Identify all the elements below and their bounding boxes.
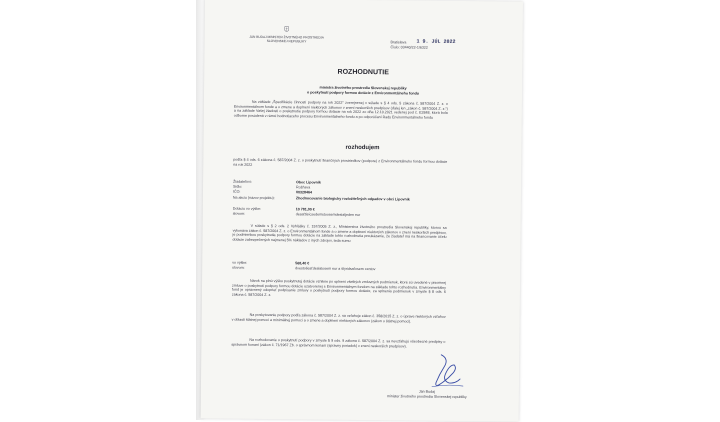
handwritten-signature [427, 353, 467, 389]
field-value-ico: 00328464 [295, 190, 313, 195]
decision-heading: rozhodujem [345, 144, 380, 152]
procedure-paragraph: Na rozhodovanie o poskytnutí podpory v zmysle § 9 ods. 9 zákona č. 587/2004 Z. z. sa nevzťahujú všeobecné predpisy o správnom konaní (zákon č. 71/1967 Zb. o správnom konaní (správny poriadok) v znení neskorších predpisov). [231, 337, 446, 349]
field-label-applicant: Žiadateľovi: [233, 179, 252, 184]
intro-paragraph: Na základe „Špecifikácie činností podpory na rok 2022“ zverejnenej v súlade s § 4 ods. 5 zákona č. 587/2004 Z. z. o Environmentálnom fonde a o zmene a doplnení niektorých zákonov v znení neskorších predpisov (ďalej len „zákon č. 587/2004 Z. z.“) a na základe Vašej žiadosti o poskytnutie podpory formou dotácie na rok 2022 zo dňa 12.10.2021 vedenej pod č. E2848, ktorá bola odborne posúdená v rámci hodnotiaceho procesu Environmentálneho fondu a po odporúčaní Rady Environmentálneho fondu [233, 99, 448, 120]
cofin-value-words: dvestošesťdesiatosem eur a štyridsaťosem centov [295, 266, 376, 272]
subtitle-line-2: o poskytnutí podpory formou dotácie z Environmentálneho fondu [306, 90, 420, 96]
field-label-project: Na akciu (názov projektu): [232, 195, 275, 201]
subtitle-line-1: ministra životného prostredia Slovenskej republiky [319, 85, 407, 91]
document-title: ROZHODNUTIE [337, 68, 389, 77]
cofin-label-words: slovom: [232, 265, 245, 270]
field-value-amount-words: desaťtisícsedemstoosemdesiatjeden eur [295, 212, 361, 217]
decision-text: podľa § 4 ods. 6 zákona č. 587/2004 Z. z. o poskytnutí finančných prostriedkov (podpore) z Environmentálneho fondu formou dotácie na rok 2022 [233, 157, 448, 167]
ministry-line-2: SLOVENSKEJ REPUBLIKY [266, 38, 307, 44]
file-number: Číslo: 03440/22-1/6322 [390, 45, 428, 50]
ministry-header [241, 35, 333, 44]
field-label-amount-words: slovom: [232, 211, 246, 216]
place: Bratislava [390, 40, 407, 45]
state-aid-paragraph: Na poskytovanie podpory podľa zákona č. 587/2004 Z. z. sa vzťahuje zákon č. 358/2015 Z. z. o úprave niektorých vzťahov v oblasti štátnej pomoci a minimálnej pomoci a o zmene a doplnení niektorých zákonov (zákon o štátnej pomoci). [231, 312, 446, 324]
field-value-project: Zhodnocovanie biologicky rozložiteľných odpadov v obci Lipovník [295, 196, 410, 202]
date-stamp: 1 9. JÚL 2022 [416, 38, 456, 45]
field-label-amount: Dotáciu vo výške: [232, 206, 261, 211]
signatory-title: minister životného prostredia Slovenskej republiky [386, 394, 467, 400]
cofin-value-amount: 568,40 € [295, 261, 310, 266]
field-label-ico: IČO: [232, 189, 241, 194]
field-value-amount: 10 781,00 € [295, 207, 315, 212]
claim-paragraph: Nárok na plnú výšku poskytnutej dotácie vznikne po splnení všetkých zmluvných podmienok, ktoré sú uvedené v písomnej zmluve o poskytnutí podpory formou dotácie uzatvorenej s Environmentálnym fondom na základe tohto rozhodnutia. Environmentálny fond je oprávnený odoprieť podpísanie zmluvy o poskytnutí podpory formou dotácie, za splnenia podmienok v zmysle § 8 ods. 6 zákona č. 587/2004 Z. z. [231, 278, 447, 297]
cofin-label-amount: vo výške: [232, 260, 248, 265]
field-value-seat: Rožňava [296, 185, 311, 190]
field-label-seat: Sídlo: [233, 184, 243, 189]
document-page [201, 0, 523, 422]
signatory-name: Ján Budaj [418, 389, 435, 394]
state-emblem-icon [282, 26, 292, 33]
compliance-paragraph: V súlade s § 2 ods. 2 Vyhlášky č. 157/2005 Z. z., Ministerstva životného prostredia Slovenskej republiky, ktorou sa vykonáva zákon č. 587/2004 Z. z. o Environmentálnom fonde a o zmene a doplnení niektorých zákonov v znení neskorších predpisov, je podmienkou poskytnutia podpory formou dotácie na základe tohto rozhodnutia preukázanie, že žiadateľ má na financovanie účelu dotácie zabezpečených najmenej 5% nákladov z iných zdrojov, teda sumu [232, 223, 447, 243]
ministry-line-1: JÁN BUDAJ MINISTER ŽIVOTNÉHO PROSTREDIA [249, 34, 324, 40]
field-value-applicant: Obec Lipovník [296, 180, 321, 185]
